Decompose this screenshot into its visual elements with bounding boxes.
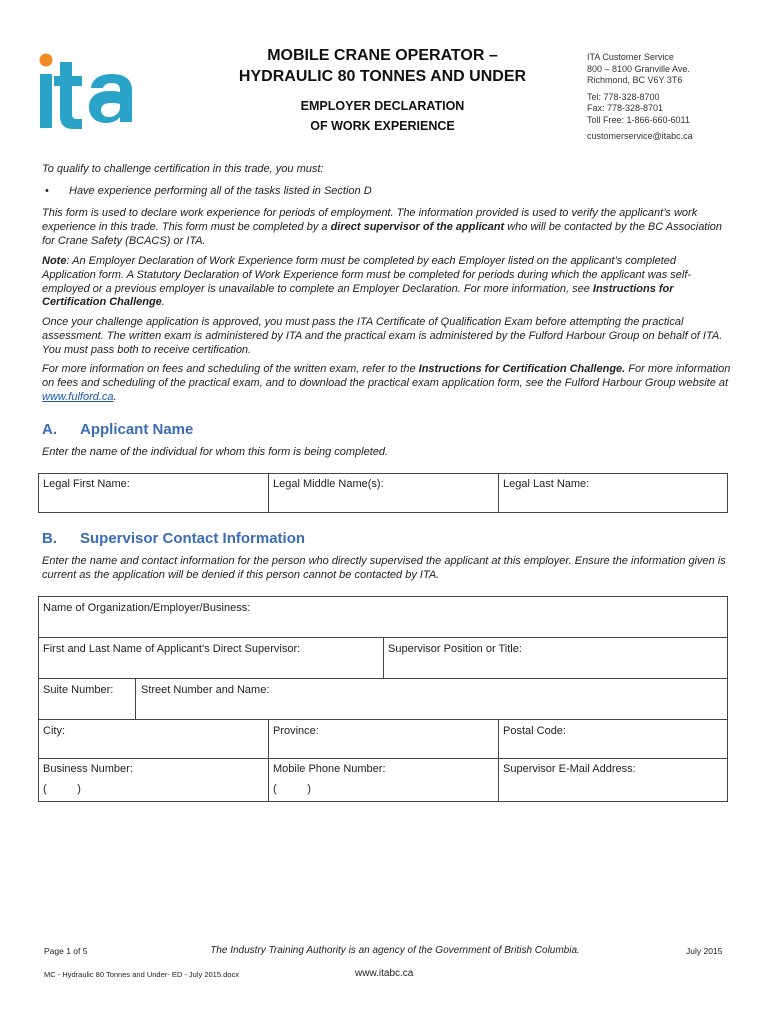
contact-tollfree: Toll Free: 1-866-660-6011 bbox=[587, 114, 690, 125]
contact-info bbox=[587, 52, 693, 143]
instructions-reference-2: Instructions for Certification Challenge. bbox=[418, 363, 626, 375]
subtitle-line-1: EMPLOYER DECLARATION bbox=[300, 99, 465, 113]
supervisor-title-label: Supervisor Position or Title: bbox=[388, 643, 522, 655]
supervisor-email-label: Supervisor E-Mail Address: bbox=[503, 763, 636, 775]
section-a-title: Applicant Name bbox=[80, 421, 194, 438]
qualify-text: To qualify to challenge certification in this trade, you must: bbox=[42, 163, 324, 175]
bullet-text: Have experience performing all of the tasks listed in Section D bbox=[69, 185, 372, 197]
section-b-instruction: Enter the name and contact information for the person who directly supervised the applicant at this employer. Ensure the information given is current as the application will be denied if this person cannot be contacted by ITA. bbox=[42, 555, 726, 581]
street-field[interactable] bbox=[138, 680, 726, 718]
suite-number-field[interactable] bbox=[40, 680, 134, 718]
mobile-phone-label: Mobile Phone Number: bbox=[273, 763, 386, 775]
fulford-link[interactable]: www.fulford.ca bbox=[42, 390, 114, 403]
subtitle-line-2: OF WORK EXPERIENCE bbox=[310, 119, 455, 133]
legal-last-name-label: Legal Last Name: bbox=[503, 478, 590, 490]
form-subtitle bbox=[210, 96, 555, 136]
street-label: Street Number and Name: bbox=[141, 684, 270, 696]
agency-statement: The Industry Training Authority is an agency of the Government of British Columbia. bbox=[210, 945, 580, 956]
footer-filename: MC - Hydraulic 80 Tonnes and Under- ED - July 2015.docx bbox=[44, 970, 239, 979]
page-number: Page 1 of 5 bbox=[44, 946, 88, 956]
supervisor-title-field[interactable] bbox=[385, 639, 726, 677]
organization-name-label: Name of Organization/Employer/Business: bbox=[43, 602, 251, 614]
bullet-icon: • bbox=[45, 185, 49, 197]
supervisor-name-field[interactable] bbox=[40, 639, 381, 677]
business-number-area-code: ( ) bbox=[43, 783, 81, 795]
instructions-reference: Instructions for Certification Challenge bbox=[42, 282, 674, 309]
contact-fax: Fax: 778-328-8701 bbox=[587, 103, 664, 113]
postal-code-label: Postal Code: bbox=[503, 725, 566, 737]
fees-paragraph: For more information on fees and scheduling of the written exam, refer to the Instructions for Certification Challenge. For more information on fees and scheduling of the practical exam, and to download the practical exam application form, see the Fulford Harbour Group website at www.fulford.ca. bbox=[42, 363, 731, 403]
title-line-1: MOBILE CRANE OPERATOR – bbox=[267, 47, 498, 64]
footer-website: www.itabc.ca bbox=[355, 968, 414, 979]
section-b-letter: B. bbox=[42, 530, 57, 547]
section-a-letter: A. bbox=[42, 421, 57, 438]
direct-supervisor-emphasis: direct supervisor of the applicant bbox=[330, 220, 505, 233]
contact-address-2: Richmond, BC V6Y 3T6 bbox=[587, 75, 683, 85]
exam-paragraph: Once your challenge application is approved, you must pass the ITA Certificate of Qualification Exam before attempting the practical assessment. The written exam is administered by ITA and the practical exam is administered by the Fulford Harbour Group on behalf of ITA. You must pass both to receive certification. bbox=[42, 316, 723, 356]
contact-address-1: 800 – 8100 Granville Ave. bbox=[587, 63, 690, 74]
organization-name-field[interactable] bbox=[40, 598, 726, 636]
form-title bbox=[210, 45, 555, 87]
legal-last-name-field[interactable] bbox=[500, 474, 726, 512]
mobile-area-code: ( ) bbox=[273, 783, 311, 795]
contact-name: ITA Customer Service bbox=[587, 52, 674, 62]
ita-logo bbox=[38, 48, 148, 130]
postal-code-field[interactable] bbox=[500, 721, 726, 757]
business-number-field[interactable] bbox=[40, 759, 266, 801]
city-field[interactable] bbox=[40, 721, 266, 757]
footer-date: July 2015 bbox=[686, 946, 723, 956]
suite-number-label: Suite Number: bbox=[43, 684, 114, 696]
province-label: Province: bbox=[273, 725, 319, 737]
note-paragraph: Note: An Employer Declaration of Work Experience form must be completed by each Employer listed on the applicant’s completed Application form. A Statutory Declaration of Work Experience form must be completed for periods during which the applicant was self-employed or a previous employer is unavailable to complete an Employer Declaration. For more information, see Instructions for Certification Challenge. bbox=[42, 255, 692, 309]
legal-middle-name-label: Legal Middle Name(s): bbox=[273, 478, 384, 490]
business-number-label: Business Number: bbox=[43, 763, 133, 775]
section-a-instruction: Enter the name of the individual for whom this form is being completed. bbox=[42, 446, 389, 458]
mobile-phone-field[interactable] bbox=[270, 759, 496, 801]
section-b-title: Supervisor Contact Information bbox=[80, 530, 306, 547]
note-label: Note bbox=[42, 255, 67, 267]
section-b-heading bbox=[42, 530, 305, 547]
province-field[interactable] bbox=[270, 721, 496, 757]
city-label: City: bbox=[43, 725, 65, 737]
contact-tel: Tel: 778-328-8700 bbox=[587, 91, 660, 102]
supervisor-name-label: First and Last Name of Applicant’s Direct Supervisor: bbox=[43, 643, 301, 655]
purpose-paragraph: This form is used to declare work experience for periods of employment. The information provided is used to verify the applicant’s work experience in this trade. This form must be completed by a direct supervisor of the applicant who will be contacted by the BC Association for Crane Safety (BCACS) or ITA. bbox=[42, 207, 723, 247]
legal-first-name-field[interactable] bbox=[40, 474, 266, 512]
legal-first-name-label: Legal First Name: bbox=[43, 478, 130, 490]
supervisor-email-field[interactable] bbox=[500, 759, 726, 801]
legal-middle-name-field[interactable] bbox=[270, 474, 496, 512]
title-line-2: HYDRAULIC 80 TONNES AND UNDER bbox=[238, 68, 527, 85]
contact-email: customerservice@itabc.ca bbox=[587, 131, 693, 141]
section-a-heading bbox=[42, 421, 193, 438]
